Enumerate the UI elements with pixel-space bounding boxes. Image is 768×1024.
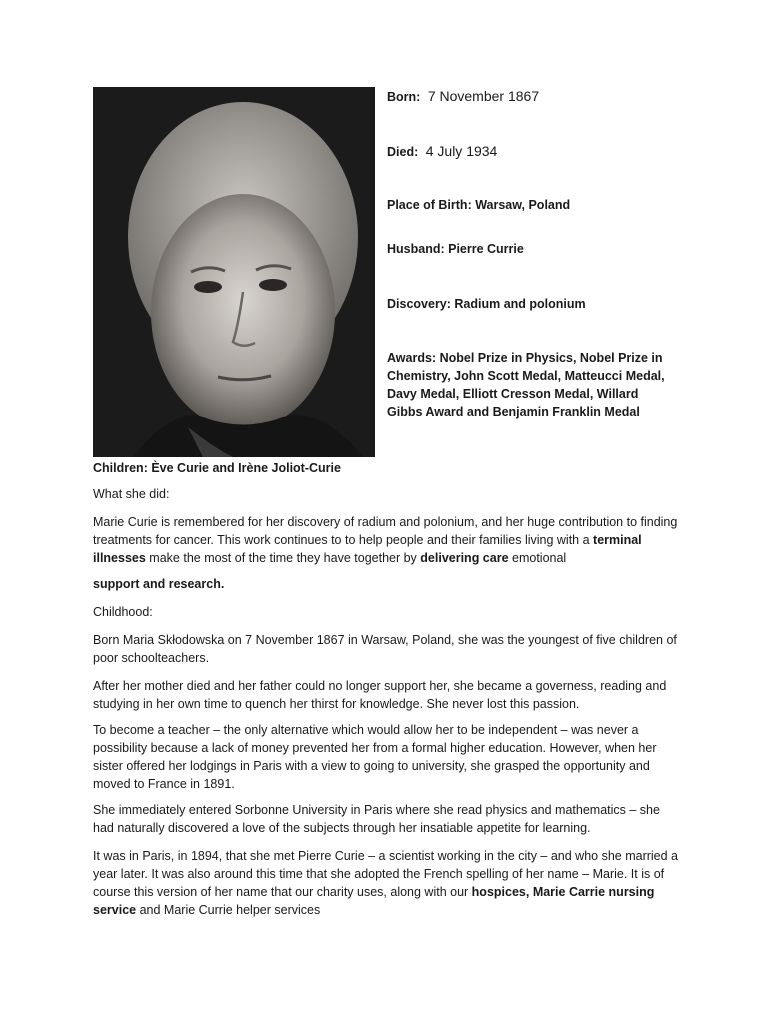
childhood-heading: Childhood:	[93, 605, 153, 619]
p6-sep: ,	[525, 885, 533, 899]
p1-bold-terminal: terminal illnesses	[93, 533, 642, 565]
born-fact	[387, 87, 539, 106]
place-of-birth: Place of Birth: Warsaw, Poland	[387, 198, 571, 212]
p1-line2-start: support and	[93, 577, 169, 591]
paragraph-support	[93, 575, 683, 593]
paragraph-sorbonne: She immediately entered Sorbonne University in Paris where she read physics and mathematics – she had naturally discovered a love of the subjects through her insatiable appetite for learning.	[93, 803, 660, 835]
husband: Husband: Pierre Currie	[387, 242, 524, 256]
paragraph-teacher: To become a teacher – the only alternative which would allow her to be independent – was never a possibility because a lack of money prevented her from a formal higher education. However, when her sister offered her lodgings in Paris with a view to going to university, she grasped the opportunity and moved to France in 1891.	[93, 723, 657, 791]
born-value: 7 November 1867	[427, 88, 540, 104]
p1-line2-end: .	[220, 577, 225, 591]
p1-text: Marie Curie is remembered for her discovery of radium and polonium, and her huge contribution to finding treatments for cancer. This work continues to to help people and their families living with a	[93, 515, 678, 547]
p6-bold-nursing: Marie Carrie nursing service	[93, 885, 655, 917]
p6-bold-hospices: hospices	[471, 885, 526, 899]
paragraph-what-she-did	[93, 513, 683, 567]
portrait-photo	[93, 87, 375, 457]
paragraph-governess: After her mother died and her father could no longer support her, she became a governess, reading and studying in her own time to quench her thirst for knowledge. She never lost this passion.	[93, 679, 667, 711]
p1-mid: make the most of the time they have together by	[145, 551, 421, 565]
p6-text: It was in Paris, in 1894, that she met Pierre Curie – a scientist working in the city – and who she married a year later. It was also around this time that she adopted the French spelling of her name – Marie. It is of course this version of her name that our charity uses, along with our	[93, 849, 678, 899]
p1-end: emotional	[508, 551, 567, 565]
died-fact	[387, 142, 497, 161]
died-value: 4 July 1934	[425, 143, 498, 159]
born-label: Born:	[387, 90, 421, 104]
p1-line2-research: research	[168, 577, 221, 591]
died-label: Died:	[387, 145, 419, 159]
p6-end: and Marie Currie helper services	[136, 903, 321, 917]
what-she-did-heading: What she did:	[93, 487, 170, 501]
children: Children: Ève Curie and Irène Joliot-Curie	[93, 461, 341, 475]
paragraph-paris	[93, 847, 683, 919]
discovery: Discovery: Radium and polonium	[387, 297, 586, 311]
p1-bold-care: delivering care	[420, 551, 509, 565]
awards: Awards: Nobel Prize in Physics, Nobel Prize in Chemistry, John Scott Medal, Matteucci Medal, Davy Medal, Elliott Cresson Medal, Willard Gibbs Award and Benjamin Franklin Medal	[387, 351, 665, 419]
paragraph-born: Born Maria Skłodowska on 7 November 1867 in Warsaw, Poland, she was the youngest of five children of poor schoolteachers.	[93, 633, 677, 665]
